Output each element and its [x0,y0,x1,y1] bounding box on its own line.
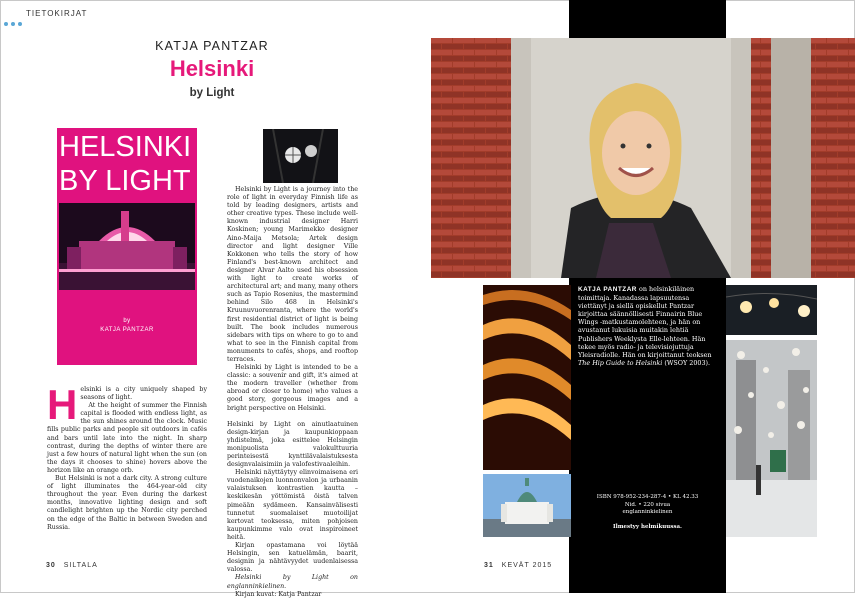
bulbs-photo [726,285,817,335]
cover-author: KATJA PANTZAR [100,327,154,333]
book-format: Nid. • 220 sivua [624,501,671,508]
cover-title-line2: BY LIGHT [59,165,191,197]
footer-left-name: SILTALA [63,562,98,569]
body-left-p3: But Helsinki is not a dark city. A strong culture of light illuminates the 464-year-old city throughout the year. Even during the darkest months, innovative lighting design and soft candlelight brighten up the Nordic city perched on the edge of the Baltic in between Sweden and Russia. [47,475,207,531]
section-label: TIETOKIRJAT [26,9,88,18]
lamp-photo [263,129,338,183]
article-title: Helsinki [169,56,255,81]
body-mid-p2: Helsinki by Light is intended to be a classic: a souvenir and gift, it's aimed at the modern traveller (whether from abroad or closer to home) who values a good story, gorgeous images and a bright perspective on Helsinki. [227,364,358,412]
cover-by: by [123,318,131,324]
footer-right-name: KEVÄT 2015 [501,562,553,569]
body-mid-p3: Helsinki by Light on ainutlaatuinen design-kirjan ja kaupunkioppaan yhdistelmä, joka esittelee Helsingin monipuolista valokulttuuria perinteisestä kynttilävalaistuksesta designvalaisimiin ja valofestivaaleihin. [227,420,358,469]
caption-text: on helsinkiläinen toimittaja. Kanadassa lapsuutensa viettänyt ja siellä opiskellut Pantzar kirjoittaa säännöllisesti Finnairin Blue Wings -matkustamolehteen, ja hän on avustanut lukuisia muitakin lehtiä Publishers Weeklysta Elle-lehteen. Hän tekee myös radio- ja televisiojuttuja Yleisradiolle. Hän on kirjoittanut teoksen [578,285,712,359]
caption-book: The Hip Guide to Helsinki [578,358,663,367]
caption-tail: (WSOY 2003). [664,358,711,367]
section-dots-icon [4,11,25,30]
body-column-left [47,381,207,532]
book-release-note: Ilmestyy helmikuussa. [613,523,682,530]
drop-cap: H [47,381,78,428]
article-subtitle: by Light [189,87,235,99]
footer-left [46,562,98,569]
book-language: englanninkielinen [622,509,673,515]
cover-station-image [59,203,195,290]
book-isbn: ISBN 978-952-234-287-4 • KL 42.33 [596,494,699,500]
body-mid-p4: Helsinki näyttäytyy elinvoimaisena eri vuodenaikojen luonnonvalon ja urbaanin valaistuksen kontrastien kautta – keskikesän yöttömistä öistä talven pimeään sydämeen. Kansainvälisesti tunnetut suomalaiset muotoilijat kertovat teoksessa, miten pohjoisen kaupunkimme valo ovat inspiroineet heitä. [227,469,358,541]
body-left-p1: elsinki is a city uniquely shaped by seasons of light. [80,386,207,402]
body-column-mid [227,186,358,599]
article-author: KATJA PANTZAR [155,39,269,53]
lights-photo [483,285,571,470]
cover-title-line1: HELSINKI [59,131,192,163]
page-number-right: 31 [484,562,494,569]
body-mid-p1: Helsinki by Light is a journey into the role of light in everyday Finnish life as told by leading designers, artists and other creative types. These include well-known industrial designer Harri Koskinen; young Marimekko designer Aino-Maija Metsola; Artek design director and light designer Ville Kokkonen who tells the story of how Finland's best-known architect and designer Alvar Aalto used his obsession with light to create works of architectural art; and many, many others such as Tapio Rosenius, the mastermind behind Silo 468 in Helsinki's Kruunuvuorenranta, where the world's first residential district of light is being built. The book includes numerous sidebars with tips on where to go to and what to see in the Finnish capital from monuments to cafés, shops, and rooftop terraces. [227,186,358,363]
body-mid-p5: Kirjan opastamana voi löytää Helsingin, sen katuelämän, baarit, designin ja nähtävyydet uudenlaisessa valossa. [227,542,358,574]
caption-name: KATJA PANTZAR [578,286,637,293]
author-portrait-photo [431,38,855,278]
body-left-p2: At the height of summer the Finnish capital is flooded with endless light, as the sun shines around the clock. Music fills public parks and people sit outdoors in cafés and bars until late into the night. In sharp contrast, during the depths of winter there are just a few hours of natural light when the sun (on the days it chooses to shine) hovers above the horizon like an orange orb. [47,402,207,474]
footer-right [484,562,552,569]
page-number-left: 30 [46,562,56,569]
book-cover [57,128,197,365]
book-info [580,494,715,531]
snowy-street-photo [726,340,817,537]
cathedral-photo [483,474,571,537]
body-mid-p6: Helsinki by Light on englanninkielinen. [227,574,358,590]
body-mid-p7: Kirjan kuvat: Katja Pantzar [235,590,322,598]
author-caption [578,285,718,367]
